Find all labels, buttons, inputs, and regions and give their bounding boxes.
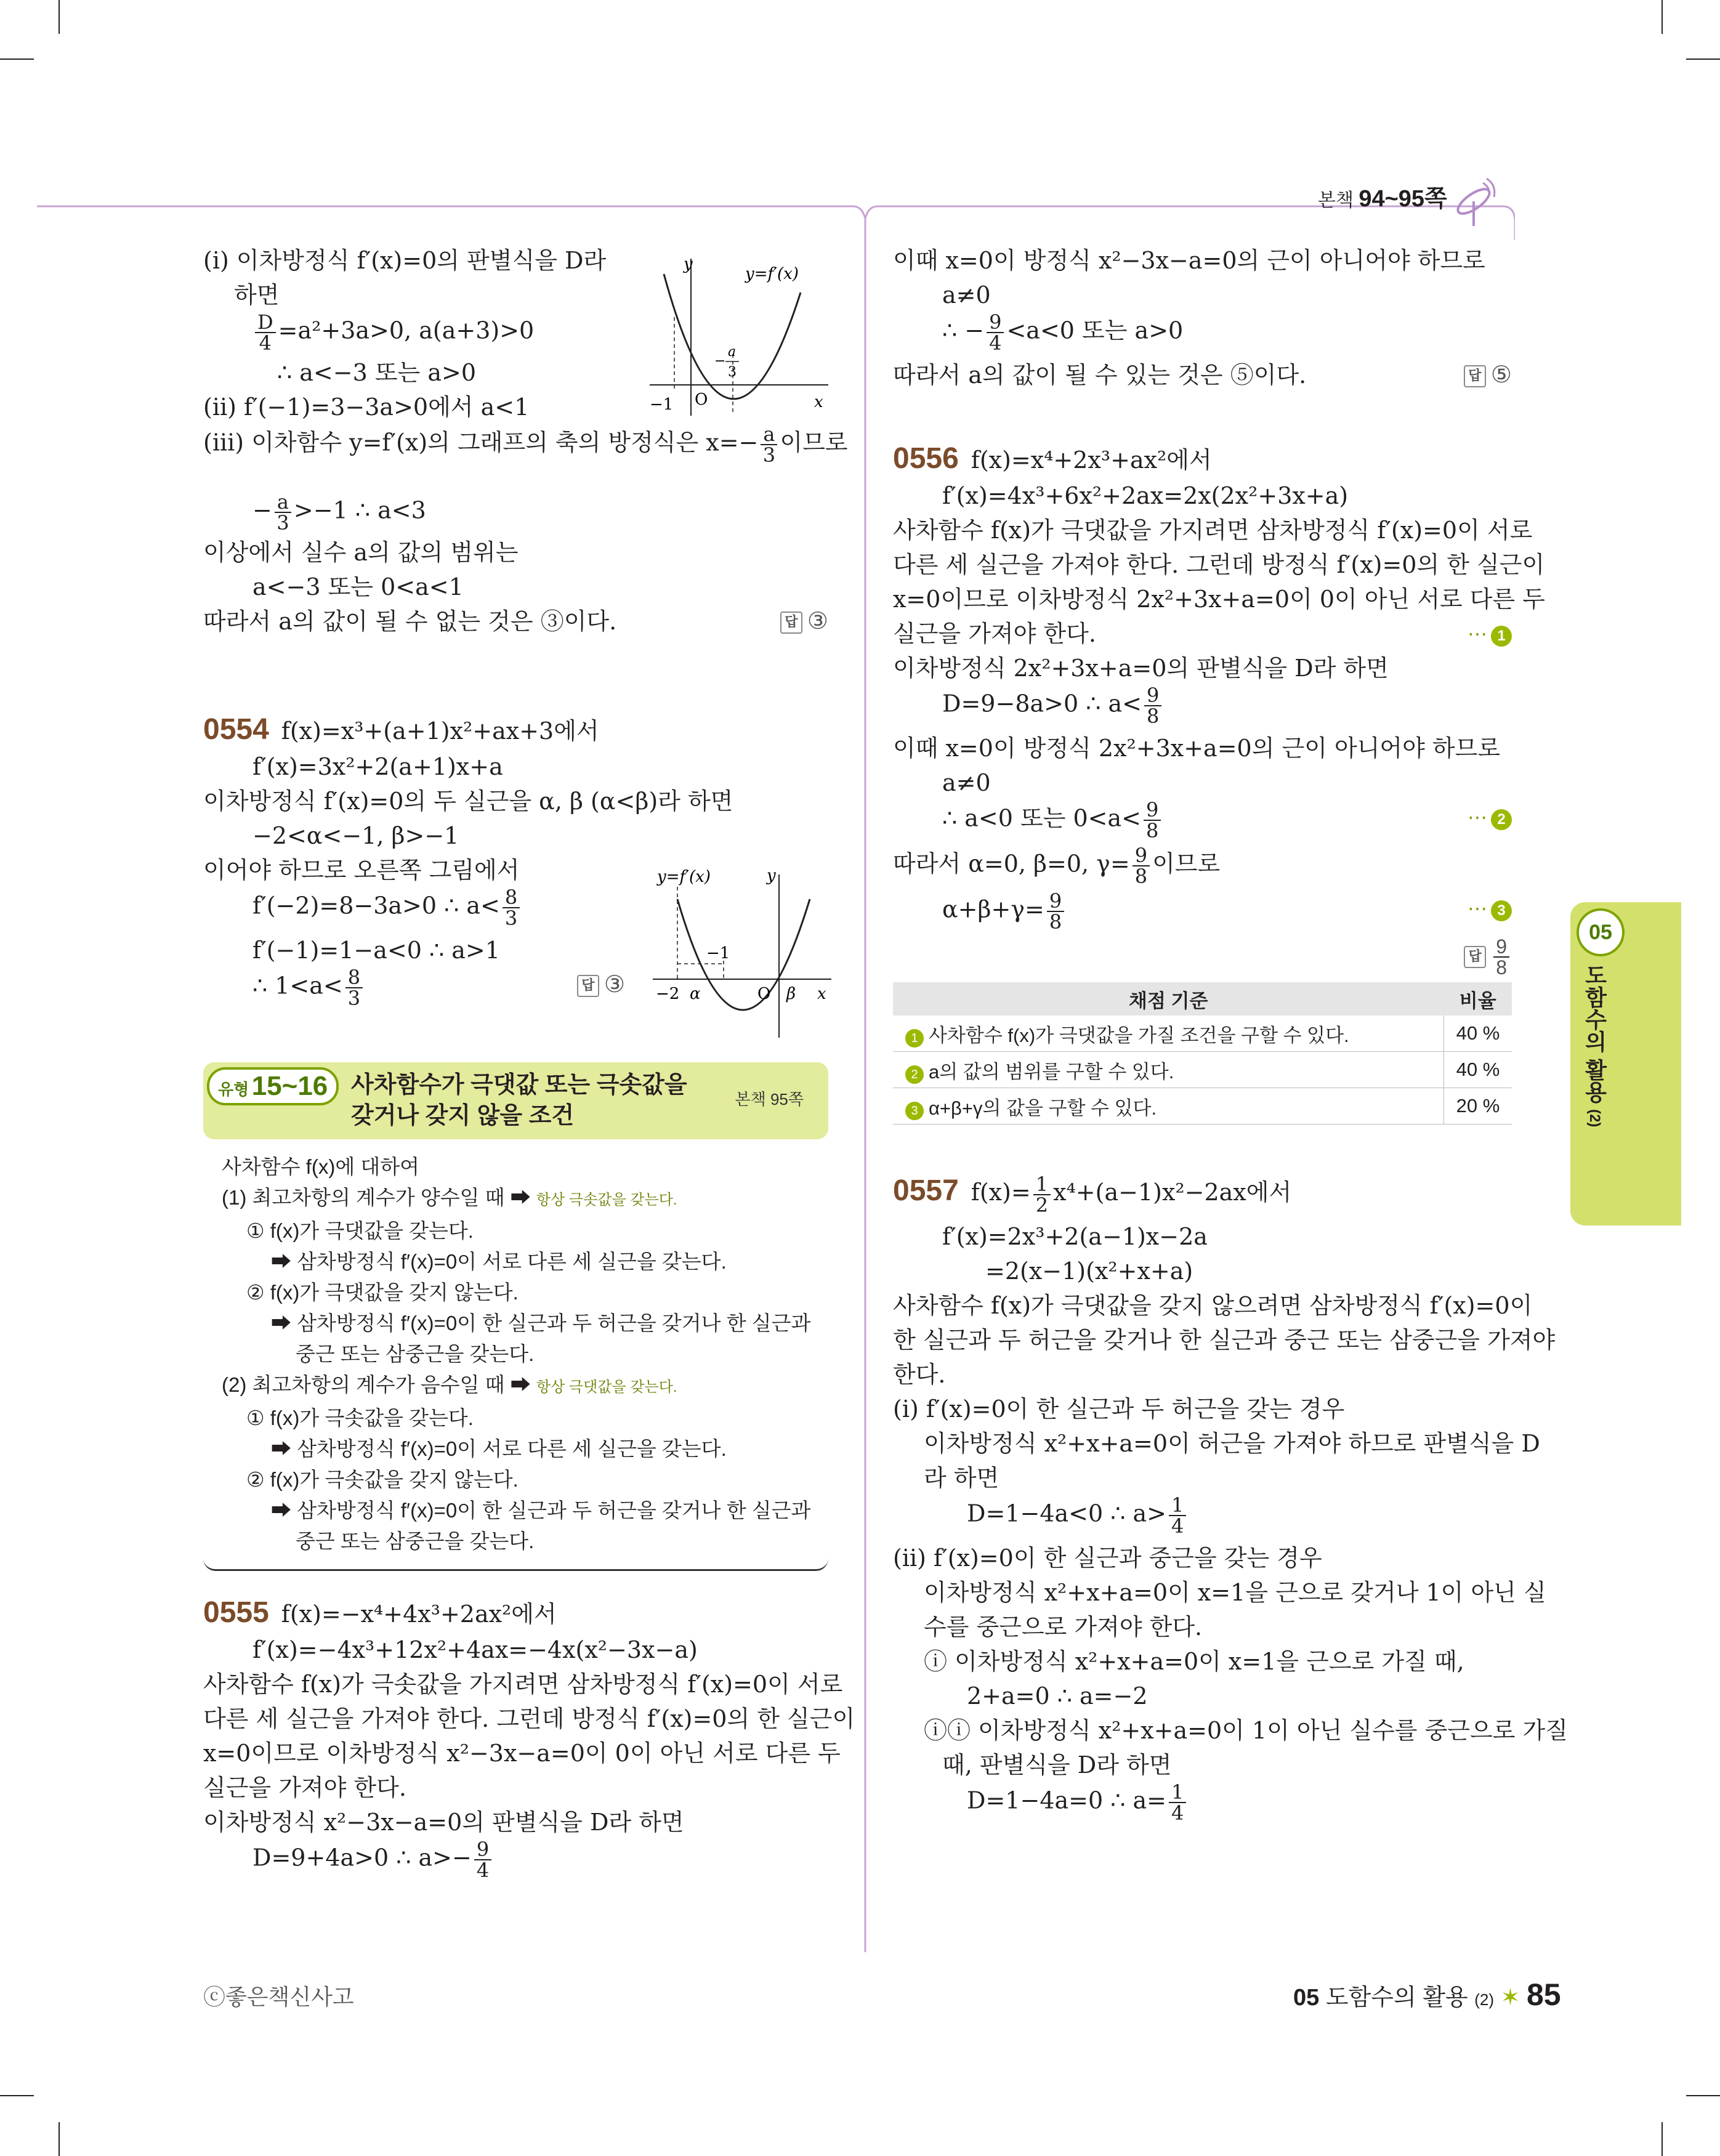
crop-mark — [1661, 0, 1663, 34]
type-title: 사차함수가 극댓값 또는 극솟값을 갖거나 갖지 않을 조건 — [351, 1072, 687, 1129]
formula-line: ∴ − $\frac{9}{4}$ <a<0 또는 a>0 — [942, 310, 1184, 355]
formula-line: D=1−4a<0 ∴ a> $\frac{1}{4}$ — [893, 1495, 1512, 1541]
text-line: 한다. — [893, 1361, 946, 1388]
fraction: $\frac{D}{4}$ — [255, 312, 276, 353]
text-line: 사차함수 f(x)가 극솟값을 가지려면 삼차방정식 f′(x)=0이 서로 — [203, 1671, 843, 1698]
axis-label-y: y — [684, 256, 693, 273]
chapter-side-tab — [1570, 902, 1681, 1225]
header-pages: 94~95쪽 — [1359, 185, 1447, 212]
question-number: 0556 — [893, 442, 959, 475]
text-line: f′(x)=4x³+6x²+2ax=2x(2x²+3x+a) — [942, 482, 1349, 509]
question-0555: 0555 f(x)=−x⁴+4x³+2ax²에서 — [203, 1596, 557, 1629]
crop-mark — [59, 2122, 60, 2156]
text-line: 사차함수 f(x)가 극댓값을 갖지 않으려면 삼차방정식 f′(x)=0이 — [893, 1292, 1533, 1319]
page-footer — [1293, 1977, 1561, 2013]
axis-fraction-bottom: 3 — [728, 365, 737, 380]
fraction: $\frac{9}{8}$ — [1493, 937, 1509, 977]
fraction: $\frac{9}{8}$ — [1047, 891, 1064, 932]
text-line: 따라서 a의 값이 될 수 없는 것은 ③이다. 답 ③ — [203, 604, 828, 639]
text-line: 이어야 하므로 오른쪽 그림에서 — [203, 857, 520, 884]
fraction: $\frac{8}{3}$ — [345, 967, 363, 1008]
formula-line: ∴ a<0 또는 0<a< $\frac{9}{8}$ ⋯ 2 — [893, 800, 1512, 846]
text-line: =2(x−1)(x²+x+a) — [985, 1258, 1193, 1285]
fraction: $\frac{9}{4}$ — [987, 312, 1004, 353]
question-number: 0555 — [203, 1596, 269, 1629]
answer — [1464, 937, 1512, 977]
fraction: $\frac{1}{4}$ — [1169, 1782, 1186, 1823]
star-icon: ✶ — [1500, 1985, 1520, 2011]
alpha-label: α — [690, 985, 701, 1003]
footer-title: 도함수의 활용 — [1325, 1985, 1468, 2011]
formula-line: D=1−4a=0 ∴ a= $\frac{1}{4}$ — [893, 1782, 1512, 1828]
answer-line — [893, 937, 1512, 982]
table-header: 채점 기준 — [893, 982, 1444, 1015]
chapter-title: 도함수의 활용 (2) — [1582, 964, 1607, 1128]
question-0554: 0554 f(x)=x³+(a+1)x²+ax+3에서 — [203, 713, 599, 746]
graph-0554 — [650, 862, 834, 1041]
text-line: 실근을 가져야 한다. ⋯ 1 — [893, 616, 1512, 651]
table-row: 2 a의 값의 범위를 구할 수 있다. 40 % — [893, 1052, 1512, 1088]
tick-minus-one: −1 — [706, 944, 730, 963]
axis-fraction-top: a — [728, 344, 737, 360]
table-row: 3 α+β+γ의 값을 구할 수 있다. 20 % — [893, 1088, 1512, 1124]
summary-box: 사차함수 f(x)에 대하여 (1) 최고차항의 계수가 양수일 때 ➡ 항상 극솟값을 갖는다. ① f(x)가 극댓값을 갖는다. ➡ 삼차방정식 f′(x)=0이 서로 다른 세 실근을 갖는다. ② f(x)가 극댓값을 갖지 않는다. ➡ 삼차방정식 f′(x)=0이 한 실근과 두 허근을 갖거나 한 실근과 중근 또는 삼중근을 갖는다. (2) 최고차항의 계수가 음수일 때 ➡ 항상 극댓값을 갖는다. ① f(x)가 극솟값을 갖는다. ➡ 삼차방정식 f′(x)=0이 서로 다른 세 실근을 갖는다. ② f(x)가 극솟값을 갖지 않는다. ➡ 삼차방정식 f′(x)=0이 한 실근과 두 허근을 갖거나 한 실근과 중근 또는 삼중근을 갖는다. — [203, 1139, 828, 1571]
scoring-table — [893, 982, 1512, 1124]
crop-mark — [0, 2095, 34, 2096]
axis-label-x: x — [814, 393, 823, 411]
answer-icon: 답 — [1464, 946, 1486, 968]
answer-icon: 답 — [1464, 365, 1486, 387]
text-line: ∴ a<−3 또는 a>0 — [277, 359, 477, 386]
text-line: 이때 x=0이 방정식 2x²+3x+a=0의 근이 아니어야 하므로 — [893, 735, 1501, 762]
text-line: ⓘ 이차방정식 x²+x+a=0이 x=1을 근으로 가질 때, — [924, 1648, 1464, 1675]
fraction: $\frac{9}{8}$ — [1144, 800, 1161, 841]
text-line: 이차방정식 x²−3x−a=0의 판별식을 D라 하면 — [203, 1809, 684, 1836]
type-box — [203, 1062, 828, 1139]
page-number: 85 — [1526, 1977, 1561, 2012]
answer-icon: 답 — [577, 975, 599, 997]
question-number: 0554 — [203, 713, 269, 746]
text-line: f′(x)=−4x³+12x²+4ax=−4x(x²−3x−a) — [252, 1636, 698, 1663]
text-line: f′(x)=2x³+2(a−1)x−2a — [942, 1223, 1208, 1250]
beta-label: β — [786, 985, 796, 1003]
text-line: 이차방정식 x²+x+a=0이 x=1을 근으로 갖거나 1이 아닌 실 — [924, 1579, 1546, 1606]
fraction: $\frac{1}{4}$ — [1169, 1495, 1186, 1536]
fraction: $\frac{a}{3}$ — [275, 492, 291, 533]
header-prefix: 본책 — [1318, 190, 1354, 211]
text-line: 이차방정식 f′(x)=0의 두 실근을 α, β (α<β)라 하면 — [203, 788, 733, 815]
crop-mark — [1686, 2095, 1720, 2096]
satellite-icon — [1452, 174, 1501, 229]
text-line: x=0이므로 이차방정식 2x²+3x+a=0이 0이 아닌 서로 다른 두 — [893, 586, 1546, 613]
text-line: 이차방정식 2x²+3x+a=0의 판별식을 D라 하면 — [893, 655, 1389, 682]
fraction: $\frac{8}{3}$ — [503, 887, 520, 928]
crop-mark — [1661, 2122, 1663, 2156]
origin-label: O — [695, 390, 708, 409]
table-row: 1 사차함수 f(x)가 극댓값을 가질 조건을 구할 수 있다. 40 % — [893, 1015, 1512, 1052]
question-0557: 0557 f(x)= $\frac{1}{2}$ x⁴+(a−1)x²−2ax에서 — [893, 1172, 1292, 1217]
formula-line: α+β+γ= $\frac{9}{8}$ ⋯ 3 — [893, 891, 1512, 937]
text-line: 다른 세 실근을 가져야 한다. 그런데 방정식 f′(x)=0의 한 실근이 — [203, 1705, 855, 1732]
formula-line: D=9+4a>0 ∴ a>− $\frac{9}{4}$ — [203, 1839, 828, 1885]
type-reference: 본책 95쪽 — [735, 1090, 804, 1108]
right-column — [893, 243, 1568, 1828]
axis-label-x: x — [817, 985, 826, 1003]
table-header: 비율 — [1444, 982, 1512, 1015]
text-line: (ii) f′(−1)=3−3a>0에서 a<1 — [203, 394, 530, 421]
formula-line: − $\frac{a}{3}$ >−1 ∴ a<3 — [252, 490, 426, 535]
text-line: (i) f′(x)=0이 한 실근과 두 허근을 갖는 경우 — [893, 1395, 1345, 1423]
origin-label: O — [757, 985, 771, 1003]
text-line: 다른 세 실근을 가져야 한다. 그런데 방정식 f′(x)=0의 한 실근이 — [893, 551, 1545, 578]
text-line: a<−3 또는 0<a<1 — [252, 573, 464, 600]
fraction: $\frac{9}{8}$ — [1133, 846, 1150, 886]
publisher: ⓒ좋은책신사고 — [203, 1984, 354, 2009]
fraction: $\frac{1}{2}$ — [1033, 1174, 1051, 1215]
answer: 답 ③ — [577, 967, 625, 1002]
tick-minus-two: −2 — [656, 985, 680, 1003]
text-line: 이차방정식 x²+x+a=0이 허근을 가져야 하므로 판별식을 D — [924, 1430, 1540, 1457]
footer-chapter: 05 — [1293, 1985, 1320, 2011]
question-number: 0557 — [893, 1174, 959, 1207]
tick-minus-one: −1 — [650, 395, 674, 414]
text-line: (i) 이차방정식 f′(x)=0의 판별식을 D라 — [203, 247, 607, 274]
text-line: 한 실근과 두 허근을 갖거나 한 실근과 중근 또는 삼중근을 가져야 — [893, 1326, 1556, 1354]
fraction: $\frac{9}{8}$ — [1144, 685, 1161, 726]
chapter-number: 05 — [1577, 908, 1625, 956]
axis-label-y: y — [767, 866, 776, 885]
text-line: 이때 x=0이 방정식 x²−3x−a=0의 근이 아니어야 하므로 — [893, 247, 1485, 274]
axis-fraction-minus: − — [714, 353, 726, 369]
text-line: 라 하면 — [924, 1464, 999, 1492]
step-marker: ⋯ 3 — [1468, 891, 1512, 926]
crop-mark — [0, 59, 34, 60]
question-0556: 0556 f(x)=x⁴+2x³+ax²에서 — [893, 442, 1212, 475]
crop-mark — [59, 0, 60, 34]
curve-label: y=f′(x) — [745, 265, 799, 283]
text-line: f′(x)=3x²+2(a+1)x+a — [252, 753, 503, 780]
text-line: x=0이므로 이차방정식 x²−3x−a=0이 0이 아닌 서로 다른 두 — [203, 1740, 841, 1767]
answer: 답 ⑤ — [1464, 358, 1512, 392]
page-header — [1318, 174, 1501, 229]
fraction: $\frac{9}{4}$ — [474, 1839, 491, 1880]
text-line: 수를 중근으로 가져야 한다. — [924, 1613, 1203, 1641]
text-line: 사차함수 f(x)가 극댓값을 가지려면 삼차방정식 f′(x)=0이 서로 — [893, 517, 1533, 544]
text-line: ⓘⓘ 이차방정식 x²+x+a=0이 1이 아닌 실수를 중근으로 가질 — [924, 1717, 1568, 1744]
formula-line: $\frac{D}{4}$ =a²+3a>0, a(a+3)>0 — [203, 312, 828, 355]
step-marker: ⋯ 2 — [1468, 800, 1512, 834]
formula-line: (iii) 이차함수 y=f′(x)의 그래프의 축의 방정식은 x=− $\frac{a}{3}$ 이므로 — [203, 422, 848, 467]
formula-line: D=9−8a>0 ∴ a< $\frac{9}{8}$ — [893, 685, 1512, 731]
crop-mark — [1686, 59, 1720, 60]
answer-icon: 답 — [780, 612, 802, 634]
step-marker: ⋯ 1 — [1468, 616, 1512, 651]
curve-label: y=f′(x) — [657, 868, 711, 886]
text-line: a≠0 — [942, 281, 991, 309]
text-line: a≠0 — [942, 769, 991, 796]
text-line: 실근을 가져야 한다. — [203, 1774, 406, 1801]
text-line: (ii) f′(x)=0이 한 실근과 중근을 갖는 경우 — [893, 1544, 1322, 1572]
text-line: 이상에서 실수 a의 값의 범위는 — [203, 539, 519, 566]
answer: 답 ③ — [780, 604, 828, 639]
text-line: 하면 — [234, 281, 280, 309]
graph-0553 — [647, 256, 831, 422]
formula-line: f′(−2)=8−3a>0 ∴ a< $\frac{8}{3}$ — [203, 887, 828, 933]
formula-line: ∴ 1<a< $\frac{8}{3}$ 답 ③ — [252, 966, 625, 1010]
footer-sub: (2) — [1474, 1990, 1494, 2009]
text-line: f′(−1)=1−a<0 ∴ a>1 — [252, 937, 500, 964]
text-line: 때, 판별식을 D라 하면 — [942, 1751, 1172, 1778]
text-line: 따라서 a의 값이 될 수 있는 것은 ⑤이다. 답 ⑤ — [893, 358, 1512, 392]
fraction: $\frac{a}{3}$ — [761, 424, 777, 465]
text-line: −2<α<−1, β>−1 — [252, 822, 459, 849]
type-tag: 유형 15~16 — [207, 1067, 339, 1105]
formula-line: 따라서 α=0, β=0, γ= $\frac{9}{8}$ 이므로 — [893, 844, 1221, 888]
left-column — [203, 243, 855, 1885]
text-line: 2+a=0 ∴ a=−2 — [967, 1682, 1148, 1710]
